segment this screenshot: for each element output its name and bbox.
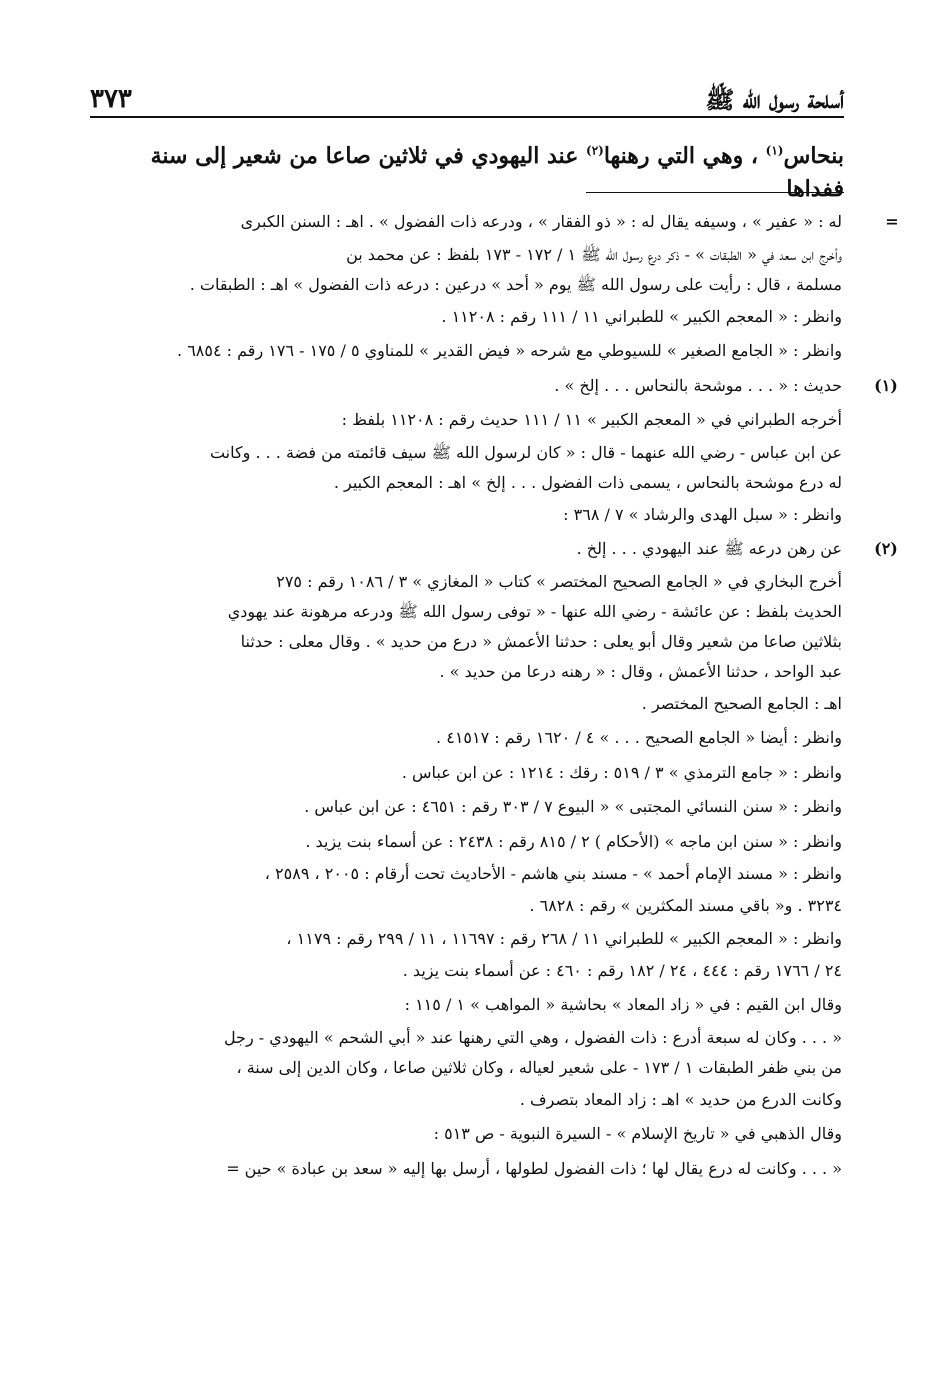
footnote-line: حديث : « . . . موشحة بالنحاس . . . إلخ » .	[554, 375, 842, 395]
main-text-part: ، وهي التي رهنها	[603, 143, 766, 169]
continuation-marker: =	[885, 212, 899, 231]
footnote-2	[92, 532, 898, 1186]
footnote-line: عبد الواحد ، حدثنا الأعمش ، وقال : « رهنه درعا من حديد » .	[439, 661, 842, 681]
page-number: ٣٧٣	[90, 84, 132, 114]
footnote-line: الحديث بلفظ : عن عائشة - رضي الله عنها - « توفى رسول الله ﷺ ودرعه مرهونة عند يهودي	[227, 601, 842, 621]
header-rule	[90, 116, 844, 118]
footnote-line: عن ابن عباس - رضي الله عنهما - قال : « كان لرسول الله ﷺ سيف قائمته من فضة . . . وكانت	[209, 442, 842, 462]
footnote-line: وانظر : « مسند الإمام أحمد » - مسند بني هاشم - الأحاديث تحت أرقام : ٢٠٠٥ ، ٢٥٨٩ ،	[264, 864, 842, 883]
footnote-line: من بني ظفر الطبقات ١ / ١٧٣ - على شعير لعياله ، وكان ثلاثين صاعا ، وكان الدين إلى سنة ،	[236, 1057, 842, 1077]
running-title: أسلحة رسول الله ﷺ	[705, 85, 844, 114]
main-text-part: بنحاس	[783, 143, 844, 169]
footnote-line: وانظر : « سنن النسائي المجتبى » « البيوع ٧ / ٣٠٣ رقم : ٤٦٥١ : عن ابن عباس .	[304, 797, 842, 816]
footnote-line: وانظر : « سبل الهدى والرشاد » ٧ / ٣٦٨ :	[563, 504, 842, 524]
footnote-line: له : « عفير » ، وسيفه يقال له : « ذو الفقار » ، ودرعه ذات الفضول » . اهـ : السنن الكبرى	[240, 212, 842, 231]
footnote-line: ٣٢٣٤ . و« باقي مسند المكثرين » رقم : ٦٨٢٨ .	[529, 896, 842, 915]
footnote-line: « . . . وكان له سبعة أدرع : ذات الفضول ، وهي التي رهنها عند « أبي الشحم » اليهودي - رجل	[223, 1027, 842, 1047]
main-text-line	[90, 140, 844, 206]
footnote-1	[92, 369, 898, 533]
footnote-line: وانظر : « المعجم الكبير » للطبراني ١١ / ٢٦٨ رقم : ١١٦٩٧ ، ١١ / ٢٩٩ رقم : ١١٧٩ ،	[286, 928, 842, 948]
footnote-line: له درع موشحة بالنحاس ، يسمى ذات الفضول . . . إلخ » اهـ : المعجم الكبير .	[333, 472, 842, 492]
footnote-continuation	[92, 205, 899, 369]
footnote-line: أخرج البخاري في « الجامع الصحيح المختصر » كتاب « المغازي » ٣ / ١٠٨٦ رقم : ٢٧٥	[276, 571, 842, 591]
footnote-line: وانظر : « سنن ابن ماجه » (الأحكام ) ٢ / ٨١٥ رقم : ٢٤٣٨ : عن أسماء بنت يزيد .	[305, 831, 842, 851]
footnote-ref-2[interactable]: (٢)	[586, 143, 604, 158]
page-header	[90, 68, 844, 112]
footnote-line: اهـ : الجامع الصحيح المختصر .	[641, 693, 842, 713]
footnote-line: وانظر : « المعجم الكبير » للطبراني ١١ / ١١١ رقم : ١١٢٠٨ .	[441, 306, 842, 326]
footnotes-area	[92, 205, 899, 1186]
footnote-line: وأخرج ابن سعد في « الطبقات » - ذكر درع رسول الله ﷺ ١ / ١٧٢ - ١٧٣ بلفظ : عن محمد بن	[346, 244, 842, 264]
main-text-part: عند اليهودي في ثلاثين صاعا من شعير إلى سنة ففداها	[150, 143, 844, 202]
footnote-1-marker: (١)	[874, 375, 898, 395]
footnote-line: بثلاثين صاعا من شعير وقال أبو يعلى : حدثنا الأعمش « درع من حديد » . وقال معلى : حدثنا	[240, 631, 842, 651]
footnote-line: وانظر : « الجامع الصغير » للسيوطي مع شرحه « فيض القدير » للمناوي ٥ / ١٧٥ - ١٧٦ رقم : ٦٨٥٤ .	[177, 341, 842, 360]
footnote-line: وكانت الدرع من حديد » اهـ : زاد المعاد بتصرف .	[519, 1089, 842, 1109]
footnote-line: وانظر : « جامع الترمذي » ٣ / ٥١٩ : رقك : ١٢١٤ : عن ابن عباس .	[401, 762, 842, 782]
footnote-line: مسلمة ، قال : رأيت على رسول الله ﷺ يوم « أحد » درعين : درعه ذات الفضول » اهـ : الطبقات .	[189, 274, 842, 294]
footnote-ref-1[interactable]: (١)	[765, 143, 784, 158]
footnote-separator	[586, 192, 844, 193]
footnote-line: عن رهن درعه ﷺ عند اليهودي . . . إلخ .	[576, 539, 842, 558]
footnote-2-marker: (٢)	[874, 539, 898, 558]
footnote-line: أخرجه الطبراني في « المعجم الكبير » ١١ / ١١١ حديث رقم : ١١٢٠٨ بلفظ :	[341, 410, 842, 429]
footnote-line: ٢٤ / ١٧٦٦ رقم : ٤٤٤ ، ٢٤ / ١٨٢ رقم : ٤٦٠ : عن أسماء بنت يزيد .	[402, 960, 842, 980]
footnote-line: « . . . وكانت له درع يقال لها ؛ ذات الفضول لطولها ، أرسل بها إليه « سعد بن عبادة » حين =	[226, 1158, 842, 1178]
footnote-line: وقال ابن القيم : في « زاد المعاد » بحاشية « المواهب » ١ / ١١٥ :	[404, 995, 842, 1014]
footnote-line: وانظر : أيضا « الجامع الصحيح . . . » ٤ / ١٦٢٠ رقم : ٤١٥١٧ .	[436, 728, 842, 747]
footnote-line: وقال الذهبي في « تاريخ الإسلام » - السيرة النبوية - ص ٥١٣ :	[433, 1124, 842, 1143]
